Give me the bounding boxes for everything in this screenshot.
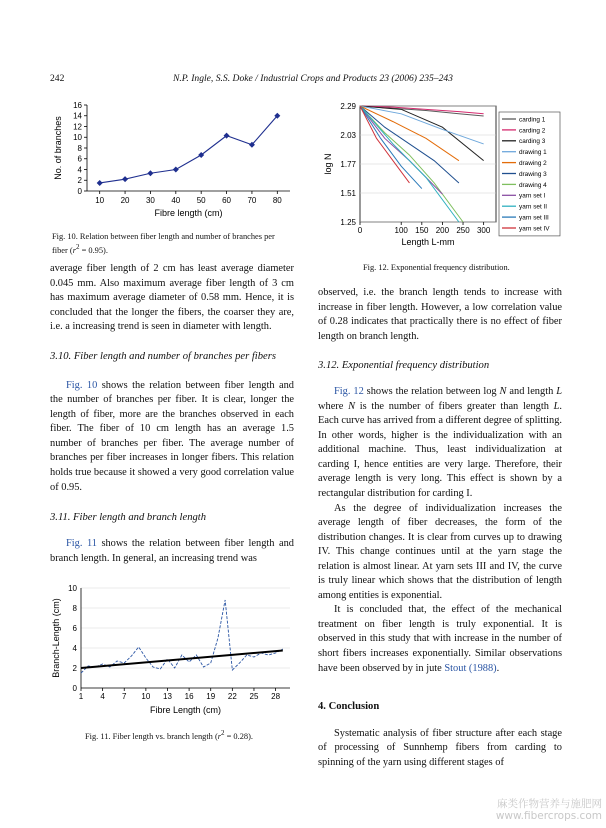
section-3-11-title: 3.11. Fiber length and branch length	[50, 512, 207, 524]
x-tick-label: 22	[227, 692, 237, 701]
section-3-10-title: 3.10. Fiber length and number of branches per fibers	[50, 350, 276, 362]
page-number: 242	[50, 73, 65, 84]
x-axis-title: Fibre Length (cm)	[149, 705, 222, 715]
y-tick-label: 10	[73, 133, 82, 143]
legend-label: yarn set IV	[519, 225, 550, 233]
fig12-link[interactable]: Fig. 12	[334, 386, 364, 398]
fig12-caption: Fig. 12. Exponential frequency distribution.	[363, 263, 510, 272]
x-tick-label: 70	[247, 196, 257, 205]
section-3-12-title: 3.12. Exponential frequency distribution	[318, 360, 490, 372]
x-tick-label: 50	[196, 196, 206, 205]
legend-label: drawing 3	[519, 170, 547, 178]
legend-label: drawing 1	[519, 149, 547, 157]
y-tick-label: 2	[72, 663, 77, 673]
series-line-drawing-2	[360, 106, 459, 161]
paragraph: It is concluded that, the effect of the mechanical treatment on fiber length is truly exponential. It is observed in this study that with increase in the number of short fibers increases exponentially. Similar observations have been observed by in jute Stout (1988).	[318, 604, 562, 674]
legend-label: yarn set I	[519, 192, 546, 200]
branch-length-series	[81, 600, 283, 673]
fig10-link[interactable]: Fig. 10	[66, 379, 98, 391]
linear-trendline	[81, 651, 283, 669]
x-tick-label: 200	[435, 226, 450, 235]
x-tick-label: 100	[394, 226, 408, 235]
right-column	[318, 286, 562, 770]
fig12-chart	[318, 100, 562, 250]
stout-1988-link[interactable]: Stout (1988)	[444, 662, 497, 674]
y-tick-label: 12	[73, 122, 82, 132]
paragraph: Systematic analysis of fiber structure after each stage of processing of Sunnhemp fibers from carding to spinning of the yarn using different stages of	[318, 727, 562, 768]
x-tick-label: 0	[357, 226, 363, 235]
y-tick-label: 8	[72, 603, 77, 613]
x-tick-label: 4	[100, 692, 105, 701]
x-tick-label: 20	[120, 196, 130, 205]
watermark: 麻类作物营养与施肥网 www.fibercrops.com	[495, 798, 602, 822]
x-tick-label: 300	[476, 226, 491, 235]
x-tick-label: 28	[271, 692, 281, 701]
x-tick-label: 250	[456, 226, 470, 235]
y-tick-label: 1.51	[340, 188, 356, 198]
y-axis-title: No. of branches	[53, 116, 63, 180]
fig11-chart	[50, 582, 294, 718]
x-tick-label: 60	[222, 196, 232, 205]
y-tick-label: 6	[77, 154, 82, 164]
y-tick-label: 1.25	[340, 217, 356, 227]
x-tick-label: 7	[122, 692, 127, 701]
fig10-chart	[50, 99, 294, 225]
legend-label: drawing 4	[519, 181, 547, 189]
y-tick-label: 0	[77, 186, 82, 196]
y-tick-label: 2.29	[340, 101, 356, 111]
y-tick-label: 2.03	[340, 130, 356, 140]
fig11-caption: Fig. 11. Fiber length vs. branch length $(r^2 = 0.28)$.	[85, 729, 253, 741]
paragraph: average fiber length of 2 cm has least average diameter 0.045 mm. Also maximum average fiber length of 3 cm has maximum average diameter of 0.58 mm. Hence, it is concluded that the longer the fibers, the coarser they are, i.e. a increasing trend is seen in diameter with length.	[50, 263, 294, 333]
x-tick-label: 19	[206, 692, 216, 701]
y-tick-label: 14	[73, 111, 82, 121]
x-tick-label: 10	[141, 692, 151, 701]
y-tick-label: 16	[73, 100, 82, 110]
x-tick-label: 30	[145, 196, 155, 205]
x-tick-label: 80	[272, 196, 282, 205]
data-series-line	[100, 116, 278, 183]
y-axis-title: Branch-Length (cm)	[51, 598, 61, 678]
x-axis-title: Fibre length (cm)	[154, 208, 223, 218]
x-tick-label: 150	[415, 226, 429, 235]
paragraph: Fig. 12 shows the relation between log N and length L where N is the number of fibers greater than length L. Each curve has arrived from a different degree of splitting. In other words, higher is the individualization with an additional machine. Thus, least individualization at carding I, hence entities are very large. Therefore, their average length is very long. This effect is shown by a rectangular distribution for carding I.	[318, 386, 562, 500]
data-point	[173, 167, 179, 173]
left-column	[50, 262, 294, 566]
y-tick-label: 2	[77, 176, 82, 186]
y-tick-label: 4	[77, 165, 82, 175]
series-line-drawing-3	[360, 106, 459, 183]
paragraph: As the degree of individualization increases the average length of fiber decreases, the form of the distribution changes. It is clear from curves up to drawing IV. This change continues until at the yarn stage the relation is almost linear. At yarn sets III and IV, the curve is truly linear which shows that the distribution of length among entities is exponential.	[318, 502, 562, 601]
paragraph: Fig. 10 shows the relation between fiber length and the number of branches per fiber. It is clear, longer the length of fiber, more are the branches observed in each fiber. The fiber of 10 cm length has an average 1.5 number of branches per fiber. The average number of branches per fiber increases in longer fibers. This relation holds true because it showed a very good correlation value of 0.95.	[50, 379, 294, 493]
y-tick-label: 10	[68, 583, 77, 593]
legend-label: yarn set II	[519, 203, 548, 211]
x-tick-label: 10	[95, 196, 105, 205]
y-tick-label: 1.77	[340, 159, 356, 169]
x-tick-label: 1	[78, 692, 84, 701]
section-4-title: 4. Conclusion	[318, 701, 380, 713]
paragraph: observed, i.e. the branch length tends to increase with increase in fiber length. However, a low correlation value of 0.28 indicates that practically there is no effect of fiber length on branch length.	[318, 287, 562, 342]
data-point	[97, 180, 103, 186]
data-point	[122, 176, 128, 182]
legend-label: carding 1	[519, 116, 546, 124]
y-tick-label: 0	[72, 683, 77, 693]
fig11-link[interactable]: Fig. 11	[66, 538, 97, 550]
running-header-citation: N.P. Ingle, S.S. Doke / Industrial Crops and Products 23 (2006) 235–243	[173, 73, 453, 84]
y-tick-label: 8	[77, 143, 82, 153]
x-tick-label: 13	[163, 692, 172, 701]
data-point	[147, 170, 153, 176]
paragraph: Fig. 11 shows the relation between fiber length and branch length. In general, an increasing trend was	[50, 538, 294, 564]
x-tick-label: 25	[249, 692, 259, 701]
y-tick-label: 4	[72, 643, 77, 653]
legend-label: carding 2	[519, 127, 546, 135]
x-tick-label: 16	[184, 692, 194, 701]
fig10-caption: Fig. 10. Relation between fiber length and number of branches per fiber $(r^2 = 0.95)$.	[52, 232, 275, 255]
x-tick-label: 40	[171, 196, 181, 205]
legend-label: drawing 2	[519, 160, 547, 167]
legend-label: carding 3	[519, 138, 546, 146]
x-axis-title: Length L-mm	[401, 237, 455, 247]
legend-label: yarn set III	[519, 214, 549, 222]
y-tick-label: 6	[72, 623, 77, 633]
y-axis-title: log N	[323, 153, 333, 175]
